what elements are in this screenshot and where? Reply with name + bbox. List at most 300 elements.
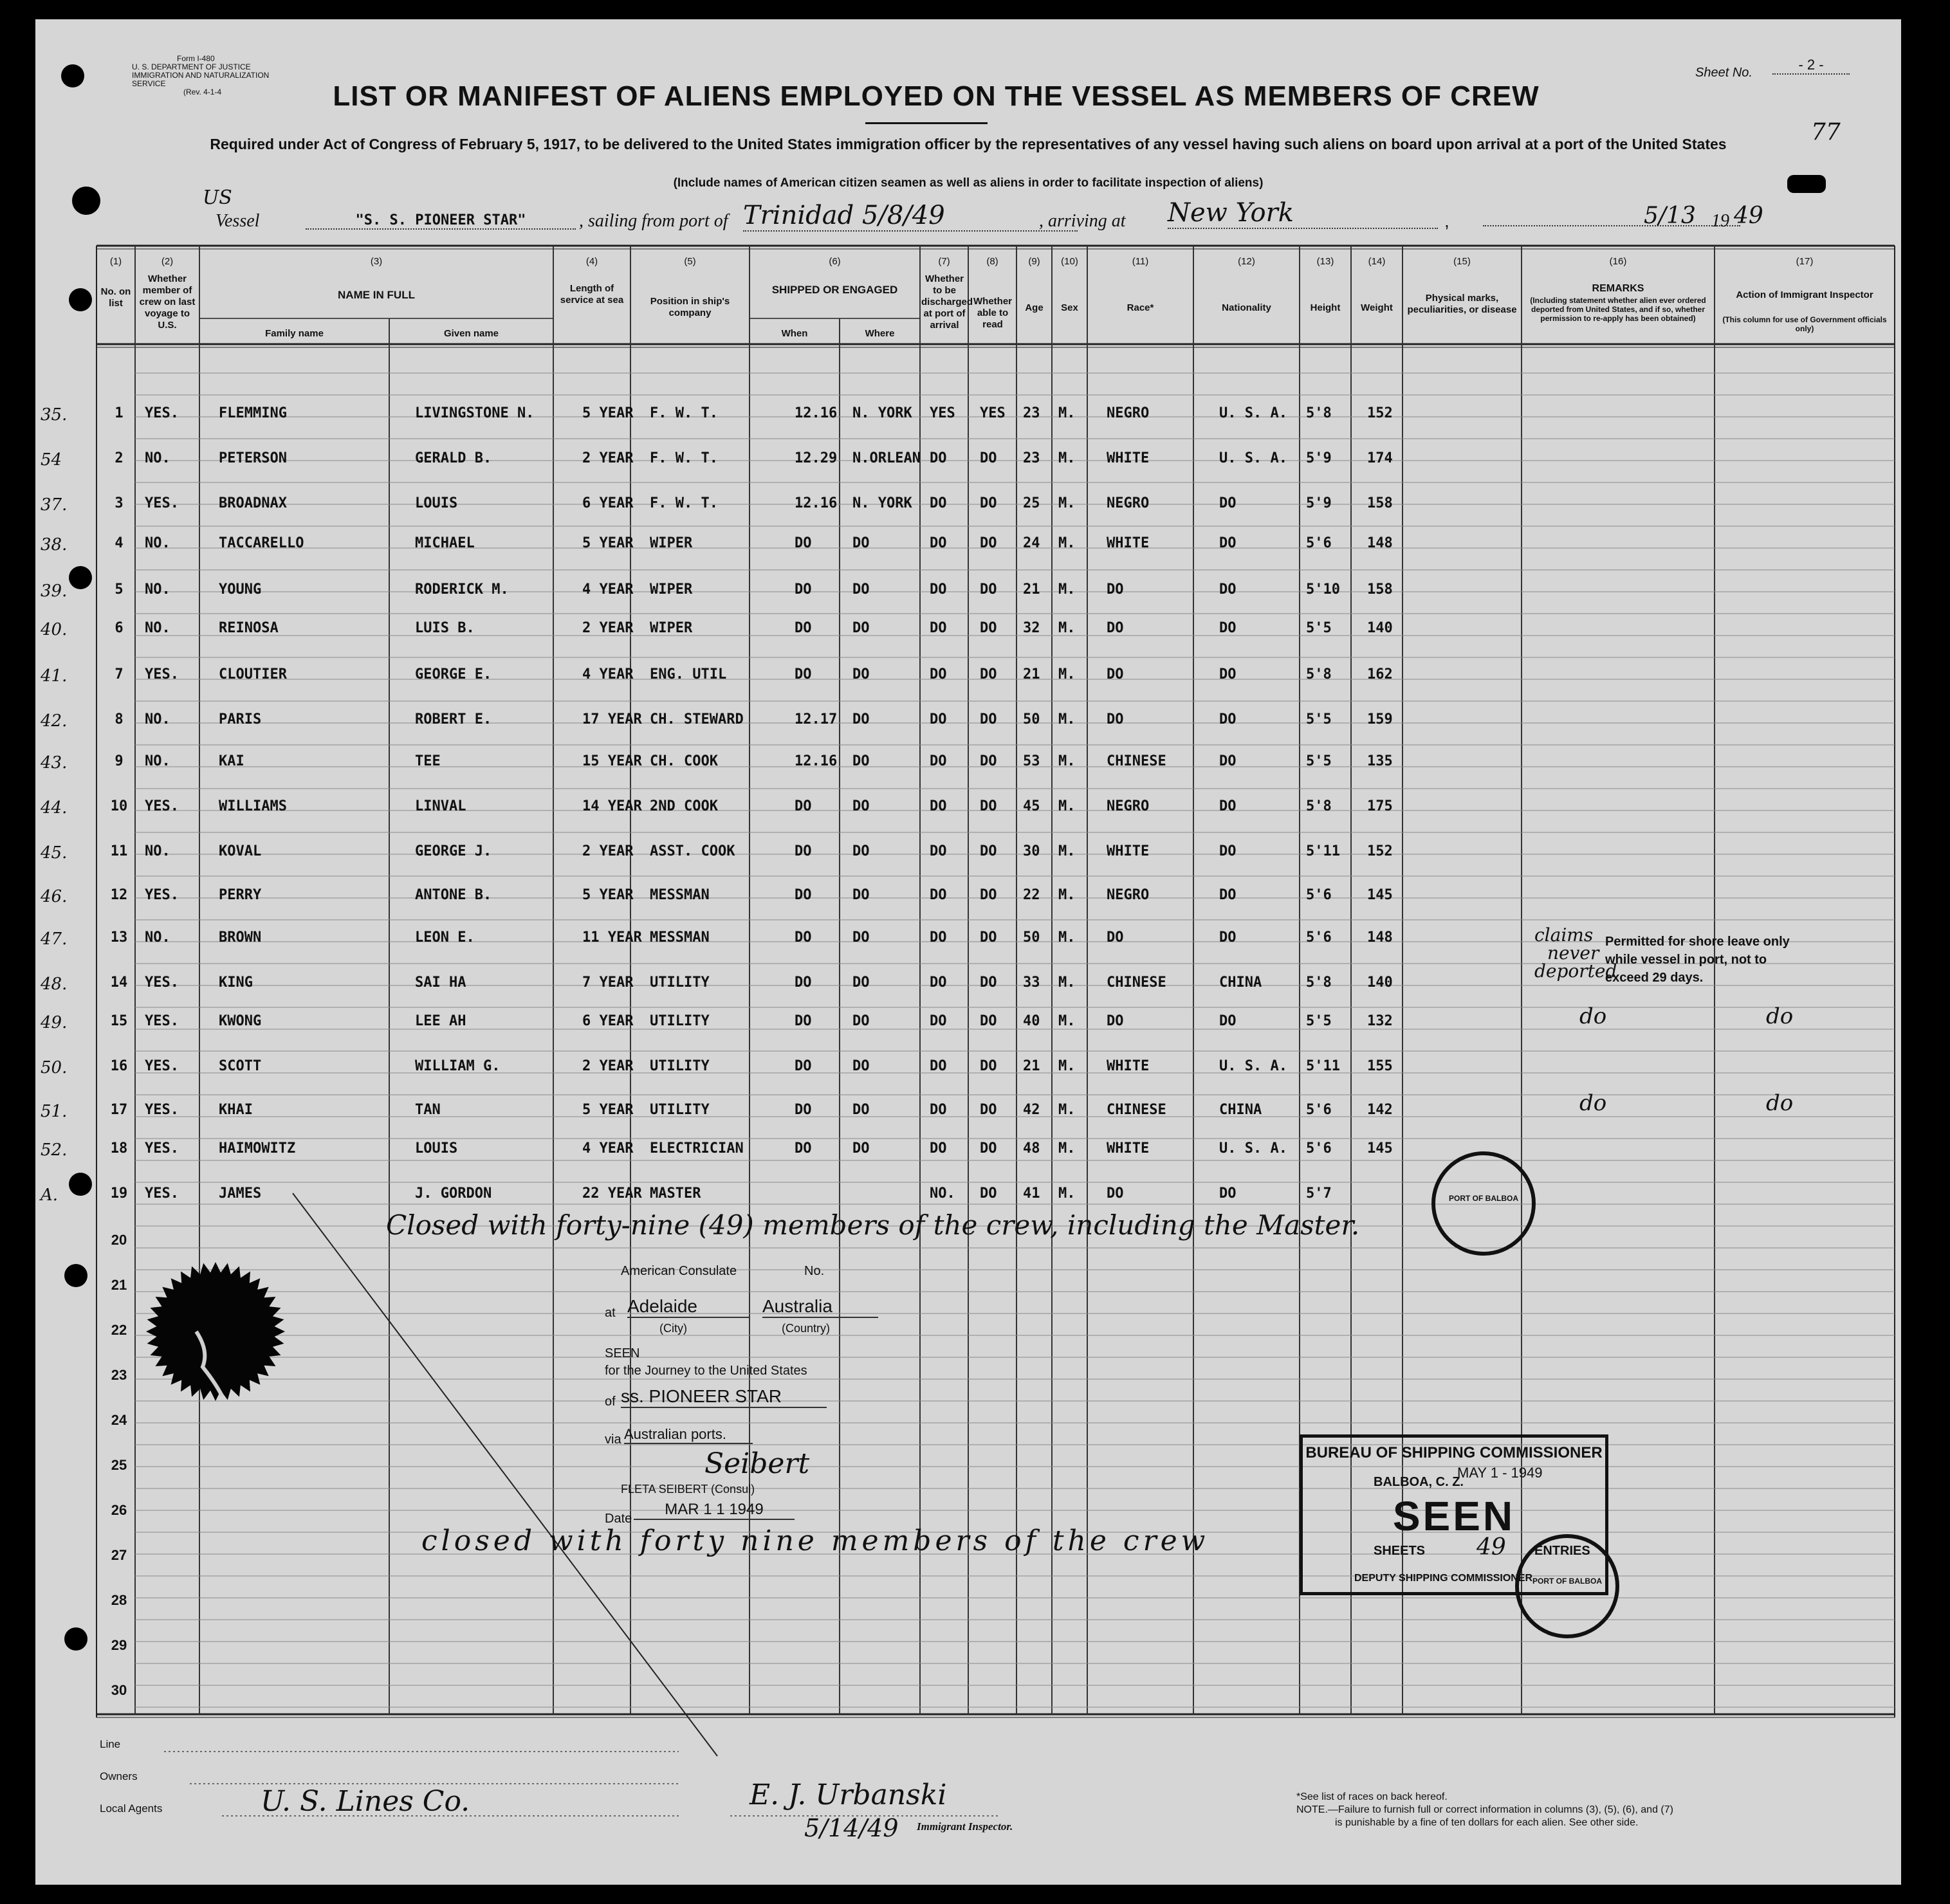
row-height: 5'6 xyxy=(1306,1102,1332,1118)
row-margin-number: 52. xyxy=(41,1140,68,1160)
row-race: DO xyxy=(1107,1185,1124,1202)
row-weight: 140 xyxy=(1367,620,1393,636)
row-length-service: 2 YEAR xyxy=(582,843,634,859)
row-margin-number: 41. xyxy=(41,666,68,686)
row-able-read: DO xyxy=(980,887,997,903)
row-height: 5'6 xyxy=(1306,929,1332,946)
ditto-remark-17: do xyxy=(1579,1090,1607,1116)
row-sex: M. xyxy=(1058,887,1076,903)
row-nationality: DO xyxy=(1219,535,1237,551)
row-race: DO xyxy=(1107,620,1124,636)
row-shipped-where: DO xyxy=(852,929,870,946)
row-family-name: KOVAL xyxy=(219,843,262,859)
empty-row-number: 28 xyxy=(111,1592,127,1608)
empty-row-number: 30 xyxy=(111,1682,127,1698)
row-discharged: DO xyxy=(930,450,947,466)
row-weight: 142 xyxy=(1367,1102,1393,1118)
row-age: 33 xyxy=(1023,975,1040,991)
row-position: ENG. UTIL xyxy=(650,666,727,682)
col6-header: SHIPPED OR ENGAGED xyxy=(771,284,898,296)
row-shipped-where: DO xyxy=(852,975,870,991)
row-shipped-when: DO xyxy=(795,1013,812,1029)
row-number: 2 xyxy=(115,450,124,466)
row-shipped-when: DO xyxy=(795,620,812,636)
col3-header: NAME IN FULL xyxy=(338,289,415,301)
consulate-city: Adelaide xyxy=(627,1296,750,1318)
col15-num: (15) xyxy=(1453,256,1471,267)
row-discharged: DO xyxy=(930,666,947,682)
row-discharged: DO xyxy=(930,843,947,859)
bureau-seen: SEEN xyxy=(1392,1493,1516,1539)
sheet-no: - 2 - xyxy=(1772,57,1850,75)
row-number: 3 xyxy=(115,495,124,511)
row-family-name: BROWN xyxy=(219,929,262,946)
col16-header: REMARKS xyxy=(1592,283,1644,294)
punch-hole xyxy=(69,566,92,589)
col4-header: Length of service at sea xyxy=(560,283,624,306)
row-height: 5'6 xyxy=(1306,887,1332,903)
row-sex: M. xyxy=(1058,495,1076,511)
row-able-read: DO xyxy=(980,1058,997,1074)
closing-note-2: closed with forty nine members of the crew xyxy=(421,1524,1210,1557)
row-prev-voyage: YES. xyxy=(145,1013,179,1029)
row-prev-voyage: YES. xyxy=(145,975,179,991)
row-height: 5'7 xyxy=(1306,1185,1332,1202)
row-race: WHITE xyxy=(1107,450,1150,466)
punch-hole xyxy=(61,64,84,87)
sailing-label: , sailing from port of xyxy=(579,211,728,231)
row-margin-number: 54 xyxy=(41,450,62,470)
row-margin-number: 38. xyxy=(41,535,68,554)
department-line: U. S. DEPARTMENT OF JUSTICE xyxy=(132,62,251,71)
row-able-read: DO xyxy=(980,843,997,859)
row-nationality: DO xyxy=(1219,843,1237,859)
row-number: 9 xyxy=(115,753,124,769)
revision: (Rev. 4-1-4 xyxy=(183,87,222,96)
row-shipped-where: DO xyxy=(852,535,870,551)
row-nationality: DO xyxy=(1219,798,1237,814)
row-sex: M. xyxy=(1058,581,1076,598)
row-given-name: GERALD B. xyxy=(415,450,492,466)
row-position: UTILITY xyxy=(650,1058,710,1074)
col16-subheader: (Including statement whether alien ever ordered deported from United States, and if so, whether permission to re-apply has been obtained) xyxy=(1530,296,1706,323)
row-weight: 158 xyxy=(1367,495,1393,511)
manifest-sheet xyxy=(35,19,1901,1885)
row-discharged: DO xyxy=(930,929,947,946)
row-length-service: 15 YEAR xyxy=(582,753,642,769)
consular-seal xyxy=(145,1254,286,1409)
row-prev-voyage: NO. xyxy=(145,843,170,859)
row-able-read: DO xyxy=(980,753,997,769)
row-length-service: 7 YEAR xyxy=(582,975,634,991)
row-race: WHITE xyxy=(1107,843,1150,859)
row-shipped-where: DO xyxy=(852,753,870,769)
row-age: 50 xyxy=(1023,929,1040,946)
redaction-mark xyxy=(1787,175,1826,193)
consulate-of-label: of xyxy=(605,1395,616,1409)
year-prefix: 19 xyxy=(1711,211,1729,231)
consulate-label: American Consulate xyxy=(621,1264,737,1278)
col16-num: (16) xyxy=(1609,256,1627,267)
row-given-name: LEE AH xyxy=(415,1013,466,1029)
row-race: NEGRO xyxy=(1107,798,1150,814)
page-title: LIST OR MANIFEST OF ALIENS EMPLOYED ON THE VESSEL AS MEMBERS OF CREW xyxy=(333,80,1540,112)
row-length-service: 5 YEAR xyxy=(582,887,634,903)
row-shipped-when: DO xyxy=(795,581,812,598)
row-position: MESSMAN xyxy=(650,929,710,946)
row-prev-voyage: NO. xyxy=(145,535,170,551)
row-age: 50 xyxy=(1023,711,1040,728)
port-stamp-upper xyxy=(1431,1151,1536,1256)
row-given-name: TAN xyxy=(415,1102,441,1118)
row-height: 5'9 xyxy=(1306,495,1332,511)
row-nationality: DO xyxy=(1219,929,1237,946)
row-race: DO xyxy=(1107,1013,1124,1029)
remark-line-2: while vessel in port, not to xyxy=(1605,953,1767,967)
row-prev-voyage: YES. xyxy=(145,1058,179,1074)
row-nationality: CHINA xyxy=(1219,1102,1262,1118)
row-number: 17 xyxy=(110,1102,128,1118)
row-discharged: DO xyxy=(930,753,947,769)
vessel-name: "S. S. PIONEER STAR" xyxy=(306,212,576,230)
punch-hole xyxy=(69,1173,92,1196)
row-prev-voyage: YES. xyxy=(145,887,179,903)
row-sex: M. xyxy=(1058,798,1076,814)
row-family-name: KING xyxy=(219,975,253,991)
col13-num: (13) xyxy=(1316,256,1334,267)
country-caption: (Country) xyxy=(782,1322,831,1335)
row-sex: M. xyxy=(1058,1102,1076,1118)
row-nationality: DO xyxy=(1219,495,1237,511)
row-sex: M. xyxy=(1058,620,1076,636)
footer-owners-label: Owners xyxy=(100,1770,138,1782)
col8-header: Whether able to read xyxy=(973,296,1012,330)
row-age: 21 xyxy=(1023,581,1040,598)
row-able-read: YES xyxy=(980,405,1006,421)
row-height: 5'5 xyxy=(1306,620,1332,636)
row-weight: 159 xyxy=(1367,711,1393,728)
row-discharged: NO. xyxy=(930,1185,955,1202)
row-nationality: DO xyxy=(1219,581,1237,598)
bureau-date: MAY 1 - 1949 xyxy=(1457,1465,1543,1481)
row-position: ASST. COOK xyxy=(650,843,735,859)
punch-hole xyxy=(64,1627,87,1651)
row-shipped-where: DO xyxy=(852,1140,870,1157)
row-position: MESSMAN xyxy=(650,887,710,903)
row-shipped-when: DO xyxy=(795,1140,812,1157)
row-shipped-when: DO xyxy=(795,666,812,682)
year-hand: 49 xyxy=(1734,203,1763,229)
inspector-label: Immigrant Inspector. xyxy=(917,1820,1013,1833)
row-prev-voyage: YES. xyxy=(145,666,179,682)
row-margin-number: 45. xyxy=(41,843,68,863)
col9-num: (9) xyxy=(1028,256,1040,267)
row-number: 14 xyxy=(110,975,128,991)
row-prev-voyage: YES. xyxy=(145,405,179,421)
consul-signature: Seibert xyxy=(704,1447,810,1480)
row-length-service: 11 YEAR xyxy=(582,929,642,946)
row-given-name: LOUIS xyxy=(415,1140,458,1157)
row-age: 45 xyxy=(1023,798,1040,814)
col7-num: (7) xyxy=(938,256,950,267)
row-family-name: SCOTT xyxy=(219,1058,262,1074)
bureau-entries-label: ENTRIES xyxy=(1534,1544,1590,1558)
row-given-name: TEE xyxy=(415,753,441,769)
row-number: 4 xyxy=(115,535,124,551)
row-length-service: 17 YEAR xyxy=(582,711,642,728)
row-able-read: DO xyxy=(980,1102,997,1118)
row-shipped-where: N. YORK xyxy=(852,405,912,421)
row-age: 32 xyxy=(1023,620,1040,636)
row-given-name: LINVAL xyxy=(415,798,466,814)
consulate-via: Australian ports. xyxy=(624,1426,753,1444)
consulate-stamp xyxy=(595,1264,930,1534)
row-age: 41 xyxy=(1023,1185,1040,1202)
row-age: 24 xyxy=(1023,535,1040,551)
row-nationality: U. S. A. xyxy=(1219,405,1287,421)
row-discharged: DO xyxy=(930,1013,947,1029)
row-sex: M. xyxy=(1058,975,1076,991)
row-age: 23 xyxy=(1023,450,1040,466)
row-able-read: DO xyxy=(980,1013,997,1029)
row-discharged: DO xyxy=(930,711,947,728)
row-position: WIPER xyxy=(650,620,693,636)
row-discharged: DO xyxy=(930,1140,947,1157)
consul-name: FLETA SEIBERT (Consul) xyxy=(621,1483,755,1496)
row-shipped-when: 12.16 xyxy=(795,405,838,421)
service-line: IMMIGRATION AND NATURALIZATION SERVICE xyxy=(132,71,270,88)
row-height: 5'11 xyxy=(1306,1058,1340,1074)
row-race: WHITE xyxy=(1107,535,1150,551)
row-margin-number: 39. xyxy=(41,581,68,601)
consulate-date-label: Date xyxy=(605,1512,632,1526)
where-header: Where xyxy=(865,328,895,339)
row-position: UTILITY xyxy=(650,1102,710,1118)
remark-line-3: exceed 29 days. xyxy=(1605,971,1704,985)
col14-header: Weight xyxy=(1361,302,1393,313)
row-able-read: DO xyxy=(980,581,997,598)
arriving-port: New York xyxy=(1168,198,1438,229)
row-weight: 135 xyxy=(1367,753,1393,769)
bureau-title: BUREAU OF SHIPPING COMMISSIONER xyxy=(1305,1444,1603,1461)
row-able-read: DO xyxy=(980,495,997,511)
remark-line-1: Permitted for shore leave only xyxy=(1605,935,1790,949)
row-position: F. W. T. xyxy=(650,405,718,421)
row-shipped-when: 12.29 xyxy=(795,450,838,466)
consulate-vessel: ss. PIONEER STAR xyxy=(621,1386,827,1408)
row-able-read: DO xyxy=(980,620,997,636)
row-prev-voyage: NO. xyxy=(145,929,170,946)
row-family-name: PARIS xyxy=(219,711,262,728)
row-discharged: DO xyxy=(930,1058,947,1074)
form-subnote: (Include names of American citizen seamen as well as aliens in order to facilitate inspection of aliens) xyxy=(673,176,1264,190)
row-number: 11 xyxy=(110,843,128,859)
row-margin-number: 51. xyxy=(41,1102,68,1121)
row-weight: 148 xyxy=(1367,535,1393,551)
consulate-at-label: at xyxy=(605,1306,616,1320)
row-race: NEGRO xyxy=(1107,405,1150,421)
corner-number: 77 xyxy=(1811,119,1841,145)
col13-header: Height xyxy=(1310,302,1341,313)
row-sex: M. xyxy=(1058,1013,1076,1029)
row-family-name: TACCARELLO xyxy=(219,535,304,551)
col6-num: (6) xyxy=(829,256,841,267)
city-caption: (City) xyxy=(659,1322,687,1335)
row-shipped-where: DO xyxy=(852,620,870,636)
empty-row-number: 27 xyxy=(111,1547,127,1563)
row-position: 2ND COOK xyxy=(650,798,718,814)
row-number: 7 xyxy=(115,666,124,682)
row-discharged: DO xyxy=(930,581,947,598)
row-number: 12 xyxy=(110,887,128,903)
empty-row-number: 20 xyxy=(111,1232,127,1248)
sheet-no-label: Sheet No. xyxy=(1695,66,1752,80)
row-shipped-when: DO xyxy=(795,1102,812,1118)
row-height: 5'5 xyxy=(1306,711,1332,728)
col8-num: (8) xyxy=(986,256,998,267)
row-shipped-where: DO xyxy=(852,843,870,859)
row-sex: M. xyxy=(1058,1058,1076,1074)
row-able-read: DO xyxy=(980,450,997,466)
row-length-service: 2 YEAR xyxy=(582,450,634,466)
arrival-date: 5/13 xyxy=(1644,203,1696,229)
empty-row-number: 22 xyxy=(111,1322,127,1338)
family-name-header: Family name xyxy=(265,328,324,339)
row-race: WHITE xyxy=(1107,1058,1150,1074)
form-number: Form I-480 xyxy=(177,54,215,63)
row-margin-number: 40. xyxy=(41,620,68,639)
row-position: MASTER xyxy=(650,1185,701,1202)
row-age: 53 xyxy=(1023,753,1040,769)
row-able-read: DO xyxy=(980,1185,997,1202)
bureau-place: BALBOA, C. Z. xyxy=(1374,1475,1464,1489)
row-shipped-when: DO xyxy=(795,975,812,991)
row-margin-number: 48. xyxy=(41,975,68,994)
row-position: ELECTRICIAN xyxy=(650,1140,744,1157)
row-sex: M. xyxy=(1058,405,1076,421)
row-age: 42 xyxy=(1023,1102,1040,1118)
row-margin-number: 50. xyxy=(41,1058,68,1077)
arriving-label: , arriving at xyxy=(1039,211,1126,231)
row-able-read: DO xyxy=(980,711,997,728)
row-given-name: ANTONE B. xyxy=(415,887,492,903)
row-age: 21 xyxy=(1023,666,1040,682)
ditto-action-17: do xyxy=(1766,1090,1794,1116)
row-race: DO xyxy=(1107,929,1124,946)
row-shipped-when: DO xyxy=(795,1058,812,1074)
row-shipped-where: DO xyxy=(852,1013,870,1029)
row-shipped-when: DO xyxy=(795,887,812,903)
comma-separator: , xyxy=(1444,211,1449,231)
port-stamp-lower-text: PORT OF BALBOA xyxy=(1532,1577,1602,1586)
row-shipped-when: 12.16 xyxy=(795,495,838,511)
row-given-name: LUIS B. xyxy=(415,620,475,636)
remark-hand-2: never xyxy=(1547,942,1599,964)
row-nationality: U. S. A. xyxy=(1219,450,1287,466)
row-sex: M. xyxy=(1058,1140,1076,1157)
bureau-sheets-label: SHEETS xyxy=(1374,1544,1426,1558)
row-prev-voyage: YES. xyxy=(145,1140,179,1157)
row-discharged: DO xyxy=(930,1102,947,1118)
row-number: 13 xyxy=(110,929,128,946)
row-race: NEGRO xyxy=(1107,887,1150,903)
row-weight: 145 xyxy=(1367,1140,1393,1157)
row-prev-voyage: YES. xyxy=(145,1102,179,1118)
row-nationality: CHINA xyxy=(1219,975,1262,991)
row-given-name: ROBERT E. xyxy=(415,711,492,728)
row-number: 10 xyxy=(110,798,128,814)
row-position: WIPER xyxy=(650,535,693,551)
footer-agents-value: U. S. Lines Co. xyxy=(261,1785,470,1818)
row-position: UTILITY xyxy=(650,975,710,991)
row-nationality: DO xyxy=(1219,1185,1237,1202)
row-given-name: LIVINGSTONE N. xyxy=(415,405,535,421)
row-family-name: PETERSON xyxy=(219,450,287,466)
port-stamp-upper-text: PORT OF BALBOA xyxy=(1449,1194,1518,1203)
row-sex: M. xyxy=(1058,666,1076,682)
row-shipped-where: DO xyxy=(852,711,870,728)
row-prev-voyage: NO. xyxy=(145,581,170,598)
row-nationality: DO xyxy=(1219,711,1237,728)
row-prev-voyage: NO. xyxy=(145,620,170,636)
row-weight: 148 xyxy=(1367,929,1393,946)
col17-num: (17) xyxy=(1796,256,1814,267)
row-height: 5'8 xyxy=(1306,666,1332,682)
row-family-name: JAMES xyxy=(219,1185,262,1202)
row-length-service: 4 YEAR xyxy=(582,1140,634,1157)
given-name-header: Given name xyxy=(443,328,499,339)
row-family-name: KAI xyxy=(219,753,244,769)
row-position: F. W. T. xyxy=(650,495,718,511)
row-number: 19 xyxy=(110,1185,128,1202)
row-shipped-where: DO xyxy=(852,1058,870,1074)
row-height: 5'5 xyxy=(1306,1013,1332,1029)
row-prev-voyage: YES. xyxy=(145,798,179,814)
row-prev-voyage: NO. xyxy=(145,450,170,466)
row-shipped-where: DO xyxy=(852,1102,870,1118)
row-family-name: FLEMMING xyxy=(219,405,287,421)
empty-row-number: 29 xyxy=(111,1637,127,1653)
vessel-prefix-hand: US xyxy=(203,187,232,209)
bureau-entries: 49 xyxy=(1476,1534,1506,1561)
row-length-service: 5 YEAR xyxy=(582,405,634,421)
row-given-name: LEON E. xyxy=(415,929,475,946)
row-shipped-where: N. YORK xyxy=(852,495,912,511)
closing-note-1: Closed with forty-nine (49) members of the crew, including the Master. xyxy=(386,1209,1360,1241)
row-sex: M. xyxy=(1058,929,1076,946)
row-sex: M. xyxy=(1058,535,1076,551)
row-nationality: DO xyxy=(1219,666,1237,682)
col14-num: (14) xyxy=(1368,256,1386,267)
row-family-name: CLOUTIER xyxy=(219,666,287,682)
punch-hole xyxy=(72,187,100,215)
row-family-name: WILLIAMS xyxy=(219,798,287,814)
consulate-country: Australia xyxy=(762,1296,878,1318)
row-margin-number: 37. xyxy=(41,495,68,515)
row-nationality: DO xyxy=(1219,887,1237,903)
row-weight: 152 xyxy=(1367,843,1393,859)
form-subtitle: Required under Act of Congress of February 5, 1917, to be delivered to the United States immigration officer by the representatives of any vessel having such aliens on board upon arrival at a port of the United States xyxy=(210,136,1727,152)
row-margin-number: 47. xyxy=(41,929,68,949)
row-weight: 158 xyxy=(1367,581,1393,598)
row-weight: 145 xyxy=(1367,887,1393,903)
row-number: 6 xyxy=(115,620,124,636)
row-race: CHINESE xyxy=(1107,753,1166,769)
inspector-signature: E. J. Urbanski xyxy=(750,1779,947,1811)
row-given-name: SAI HA xyxy=(415,975,466,991)
remark-handwritten xyxy=(1534,926,1617,980)
row-age: 23 xyxy=(1023,405,1040,421)
